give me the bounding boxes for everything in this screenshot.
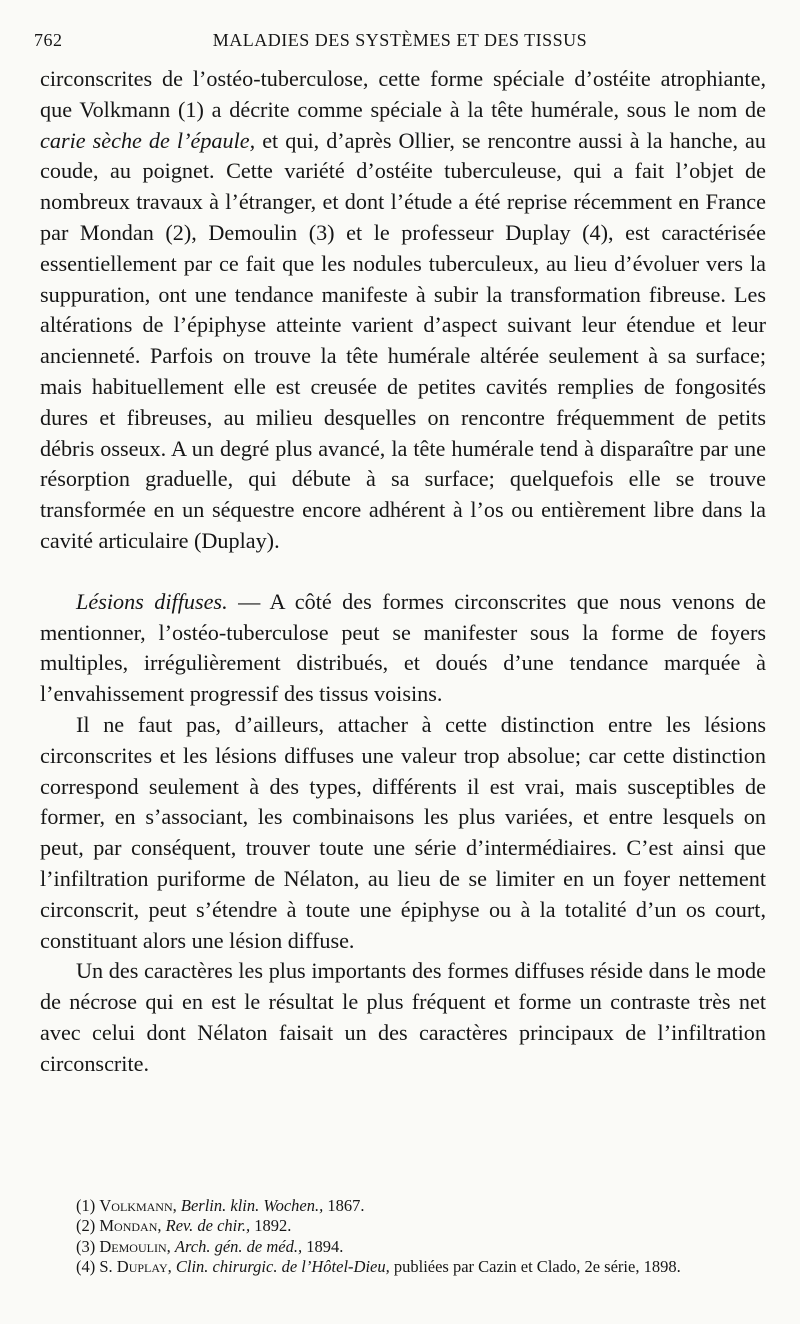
footnote — [46, 1196, 766, 1216]
running-title: MALADIES DES SYSTÈMES ET DES TISSUS — [212, 30, 588, 50]
footnote-source: Clin. chirurgic. de l’Hôtel-Dieu, — [175, 1257, 390, 1277]
main-text — [40, 64, 766, 1080]
footnote — [46, 1216, 766, 1236]
paragraph: Un des caractères les plus importants des formes diffuses réside dans le mode de nécrose qui en est le résultat le plus fréquent et forme un contraste très net avec celui dont Nélaton faisait un des caractères principaux de l’infiltration circonscrite. — [40, 958, 766, 1076]
footnote-rest: publiées par Cazin et Clado, 2e série, 1898. — [389, 1257, 681, 1277]
paragraph-lesions-diffuses — [40, 587, 766, 710]
footnote-rest: 1892. — [250, 1216, 292, 1236]
page-number: 762 — [34, 30, 63, 50]
paragraph-continued — [40, 64, 766, 557]
page-header — [34, 30, 766, 56]
paragraph: Il ne faut pas, d’ailleurs, attacher à cette distinction entre les lésions circonscrites et les lésions diffuses une valeur trop absolue; car cette distinction correspond seulement à des types, différents il est vrai, mais susceptibles de former, en s’associant, les combinaisons les plus variées, et entre lesquels on peut, par conséquent, trouver toute une série d’intermédiaires. C’est ainsi que l’infiltration puriforme de Nélaton, au lieu de se limiter en un foyer nettement circonscrit, peut s’étendre à toute une épiphyse ou à la totalité d’un os court, constituant alors une lésion diffuse. — [40, 711, 766, 953]
footnotes — [46, 1196, 766, 1278]
footnote-rest: 1867. — [323, 1196, 365, 1215]
footnote-author: Demoulin, — [99, 1236, 171, 1256]
footnote-mark: (1) — [76, 1196, 96, 1215]
paragraph-text: circonscrites de l’ostéo-tuberculose, cette forme spéciale d’ostéite atrophiante, que Volkmann (1) a décrite comme spéciale à la tête humérale, sous le nom de — [40, 66, 766, 122]
footnote-author: Volkmann, — [99, 1196, 177, 1215]
footnote-source: Rev. de chir., — [165, 1216, 251, 1236]
footnote — [46, 1257, 766, 1277]
section-run-in-heading: Lésions diffuses. — [76, 588, 228, 614]
footnote-source: Arch. gén. de méd., — [174, 1236, 303, 1256]
footnote-author: Mondan, — [99, 1216, 162, 1236]
paragraph-text: — A côté des formes circonscrites que nous venons de mentionner, l’ostéo-tuberculose peut se manifester sous la forme de foyers multiples, irrégulièrement distribués, et doués d’une tendance marquée à l’envahissement progressif des tissus voisins. — [40, 588, 766, 707]
footnote-author: S. Duplay, — [99, 1257, 172, 1277]
footnote-mark: (4) — [76, 1257, 96, 1277]
footnote-mark: (3) — [76, 1236, 96, 1256]
italic-term: carie sèche de l’épaule, — [40, 127, 256, 153]
footnote — [46, 1237, 766, 1257]
paragraph-text: et qui, d’après Ollier, se rencontre aussi à la hanche, au coude, au poignet. Cette variété d’ostéite tuberculeuse, qui a fait l’objet de nombreux travaux à l’étranger, et dont l’étude a été reprise récemment en France par Mondan (2), Demoulin (3) et le professeur Duplay (4), est caractérisée essentiellement par ce fait que les nodules tuberculeux, au lieu d’évoluer vers la suppuration, ont une tendance manifeste à subir la transformation fibreuse. Les altérations de l’épiphyse atteinte varient d’aspect suivant leur étendue et leur ancienneté. Parfois on trouve la tête humérale altérée seulement à sa surface; mais habituellement elle est creusée de petites cavités remplies de fongosités dures et fibreuses, au milieu desquelles on rencontre fréquemment de petits débris osseux. A un degré plus avancé, la tête humérale tend à disparaître par une résorption graduelle, qui débute à sa surface; quelquefois elle se trouve transformée en un séquestre encore adhérent à l’os ou entièrement libre dans la cavité articulaire (Duplay). — [40, 127, 767, 553]
footnote-source: Berlin. klin. Wochen., — [180, 1196, 324, 1215]
footnote-mark: (2) — [76, 1216, 96, 1236]
footnote-rest: 1894. — [302, 1236, 344, 1256]
